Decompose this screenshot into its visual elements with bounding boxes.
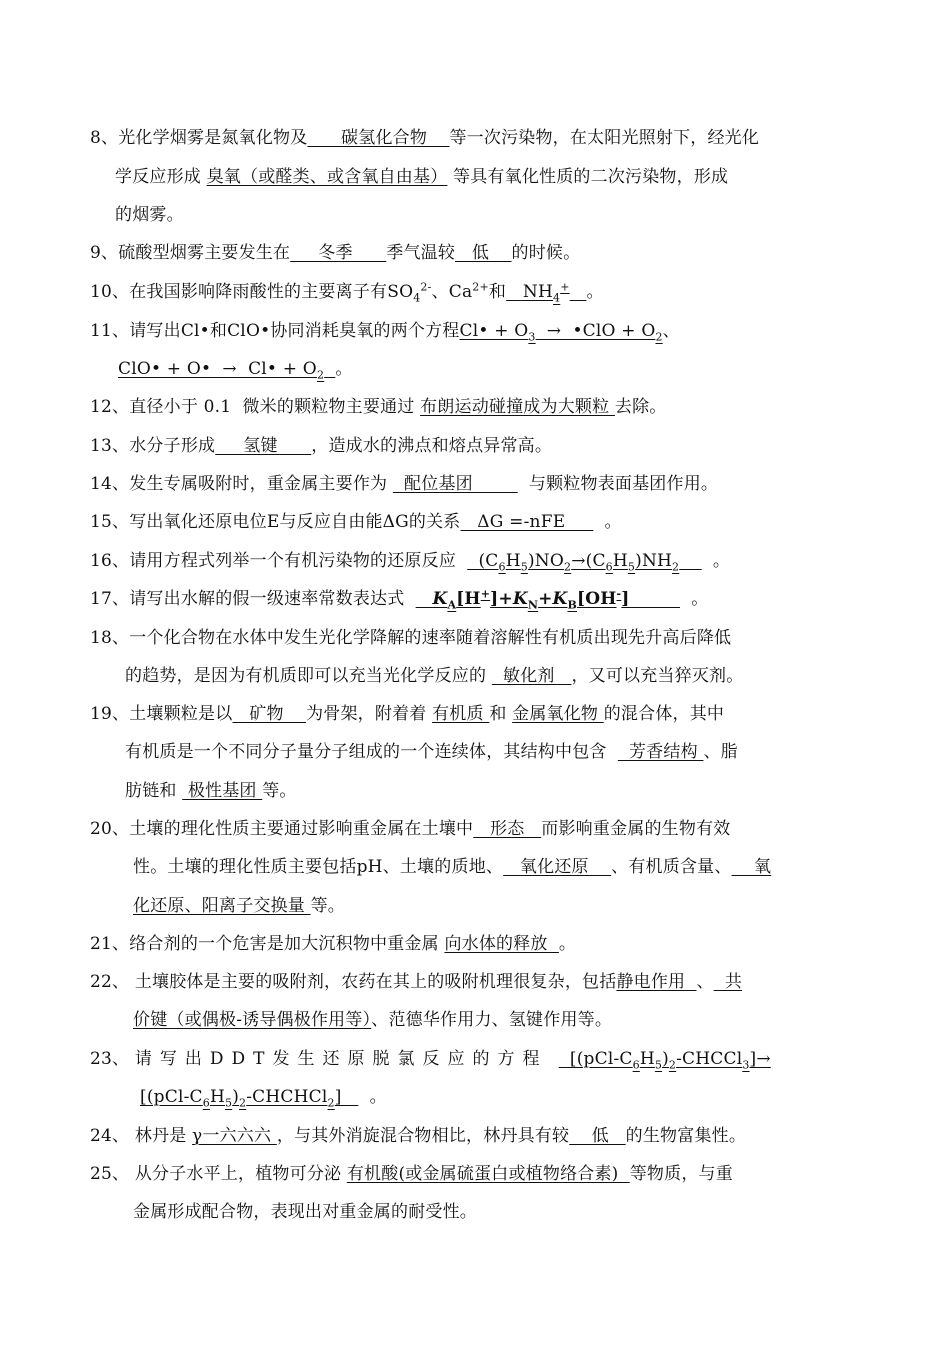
text-line <box>90 587 708 611</box>
answer-text: 金属氧化物 <box>512 704 604 724</box>
text-line <box>90 395 667 419</box>
question-text: 等。 <box>262 781 297 801</box>
answer-text: 2 <box>327 1096 335 1110</box>
answer-text: 冬季 <box>290 243 387 263</box>
question-text: 的趋势，是因为有机质即可以充当光化学反应的 <box>125 666 492 686</box>
question-text: 的混合体，其中 <box>603 704 725 724</box>
question-text: 等一次污染物，在太阳光照射下，经光化 <box>449 128 760 148</box>
answer-text: 配位基团 <box>392 474 518 494</box>
question-text: 4 <box>413 291 421 305</box>
question-text: 与颗粒物表面基团作用。 <box>517 474 719 494</box>
text-line <box>90 970 742 994</box>
answer-text <box>416 589 433 609</box>
question-text: 12、直径小于 0.1 微米的颗粒物主要通过 <box>90 397 421 417</box>
answer-text: 2 <box>668 1058 677 1072</box>
question-text: 。 <box>358 1087 387 1107</box>
answer-text: H <box>639 1049 655 1069</box>
question-text: 等。 <box>310 896 346 916</box>
answer-text: -CHCHCl <box>246 1087 328 1107</box>
question-text: 的烟雾。 <box>115 205 184 225</box>
answer-text: 敏化剂 <box>491 666 572 686</box>
text-line <box>125 740 738 764</box>
question-text: 等具有氧化性质的二次污染物，形成 <box>447 167 729 187</box>
answer-text: 2 <box>655 330 663 344</box>
question-text: 、脂 <box>703 742 738 762</box>
question-text: 季气温较 <box>386 243 456 263</box>
answer-text: → •ClO + O <box>535 321 656 341</box>
question-text: 10、在我国影响降雨酸性的主要离子有SO <box>90 282 414 302</box>
answer-text: K <box>512 589 528 609</box>
answer-text: 2 <box>239 1096 247 1110</box>
question-text: 和 <box>488 282 507 302</box>
answer-text: 5 <box>520 560 528 574</box>
question-text: 学反应形成 <box>115 167 207 187</box>
text-line <box>90 510 622 534</box>
text-line <box>90 549 730 573</box>
answer-text: 形态 <box>473 819 542 839</box>
question-text: 9、硫酸型烟雾主要发生在 <box>90 243 291 263</box>
answer-text: Cl• + O <box>459 321 529 341</box>
question-text: 。 <box>558 934 577 954</box>
answer-text: 3 <box>528 330 536 344</box>
question-text: 25、 从分子水平上，植物可分泌 <box>90 1164 347 1184</box>
answer-text: 低 <box>569 1126 626 1146</box>
question-text: 。 <box>593 512 622 532</box>
answer-text: ) <box>662 1049 669 1069</box>
answer-text: 静电作用 <box>616 972 697 992</box>
question-text: 而影响重金属的生物有效 <box>541 819 731 839</box>
question-text: 14、发生专属吸附时，重金属主要作为 <box>90 474 393 494</box>
answer-text: K <box>552 589 568 609</box>
answer-text: 氧化还原 <box>503 857 612 877</box>
answer-text: )NO <box>527 551 564 571</box>
answer-text: NH <box>506 282 554 302</box>
answer-text: [H <box>456 589 481 609</box>
answer-text: [OH <box>577 589 617 609</box>
question-text: ，造成水的沸点和熔点异常高。 <box>311 436 553 456</box>
text-line <box>115 165 728 189</box>
text-line <box>125 779 297 803</box>
answer-text: ]+ <box>490 589 513 609</box>
answer-text: 价键（或偶极-诱导偶极作用等） <box>133 1010 372 1030</box>
answer-text: 6 <box>632 1058 640 1072</box>
answer-text: 矿物 <box>232 704 307 724</box>
question-text: 21、络合剂的一个危害是加大沉积物中重金属 <box>90 934 445 954</box>
text-line <box>90 1124 746 1148</box>
answer-text: )NH <box>635 551 673 571</box>
question-text: 16、请用方程式列举一个有机污染物的还原反应 <box>90 551 468 571</box>
answer-text: 有机酸(或金属硫蛋白或植物络合素) <box>346 1164 630 1184</box>
answer-text: K <box>432 589 448 609</box>
answer-text: 芳香结构 <box>617 742 704 762</box>
question-text: 、 <box>696 972 714 992</box>
question-text: 8、光化学烟雾是氮氧化物及 <box>90 128 308 148</box>
answer-text <box>570 282 587 302</box>
question-text: 有机质是一个不同分子量分子组成的一个连续体，其结构中包含 <box>125 742 618 762</box>
text-line <box>90 126 759 150</box>
text-line <box>125 664 743 688</box>
answer-text: 有机质 <box>432 704 490 724</box>
answer-text: 5 <box>654 1058 663 1072</box>
answer-text: 共 <box>713 972 743 992</box>
answer-text: H <box>209 1087 225 1107</box>
answer-text <box>679 551 701 571</box>
question-text: 23、 <box>90 1049 135 1069</box>
answer-text: 2 <box>672 560 680 574</box>
answer-text: A <box>447 598 457 612</box>
question-text <box>547 1049 558 1069</box>
question-text: 性。土壤的理化性质主要包括pH、土壤的质地、 <box>133 857 504 877</box>
answer-text: 布朗运动碰撞成为大颗粒 <box>420 397 615 417</box>
answer-text <box>630 589 680 609</box>
question-text: 2+ <box>472 280 489 294</box>
question-text: 2- <box>420 280 432 294</box>
question-text: 20、土壤的理化性质主要通过影响重金属在土壤中 <box>90 819 474 839</box>
text-line <box>118 357 353 381</box>
answer-text: 臭氧（或醛类、或含氧自由基） <box>206 167 448 187</box>
text-line <box>115 203 184 227</box>
answer-text: -CHCCl <box>676 1049 743 1069</box>
question-text: 。 <box>586 282 604 302</box>
question-text: 为骨架，附着着 <box>306 704 433 724</box>
question-text: 11、请写出Cl•和ClO•协同消耗臭氧的两个方程 <box>90 321 460 341</box>
question-text: 、 <box>662 321 680 341</box>
answer-text: + <box>560 280 570 294</box>
answer-text: ] <box>334 1087 359 1107</box>
answer-text <box>324 359 335 379</box>
text-line <box>90 472 718 496</box>
answer-text: ] <box>621 589 630 609</box>
answer-text: 5 <box>627 560 636 574</box>
answer-text: 向水体的释放 <box>444 934 559 954</box>
answer-text: [(pCl-C <box>558 1049 633 1069</box>
answer-text: 6 <box>202 1096 210 1110</box>
question-text: 请写出DDT发生还原脱氯反应的方程 <box>134 1049 548 1069</box>
question-text: ，与其外消旋混合物相比，林丹具有较 <box>276 1126 570 1146</box>
question-text: 19、土壤颗粒是以 <box>90 704 233 724</box>
answer-text: 2 <box>316 368 325 382</box>
answer-text: - <box>616 587 622 601</box>
question-text: 24、 林丹是 <box>90 1126 193 1146</box>
text-line <box>140 1085 387 1109</box>
answer-text: 3 <box>742 1058 750 1072</box>
answer-text: + <box>538 589 553 609</box>
question-text: 15、写出氧化还原电位E与反应自由能ΔG的关系 <box>90 512 461 532</box>
question-text: 。 <box>679 589 709 609</box>
text-line <box>90 1162 733 1186</box>
answer-text: 6 <box>498 560 506 574</box>
text-line <box>90 241 580 265</box>
question-text: 的时候。 <box>511 243 581 263</box>
text-line <box>133 1200 477 1224</box>
answer-text: N <box>527 598 539 612</box>
question-text: 13、水分子形成 <box>90 436 216 456</box>
answer-text: H <box>505 551 521 571</box>
answer-text: 低 <box>455 243 512 263</box>
text-line <box>90 932 576 956</box>
answer-text: 化还原、阳离子交换量 <box>133 896 311 916</box>
question-text: 。 <box>335 359 353 379</box>
answer-text: [(pCl-C <box>140 1087 203 1107</box>
answer-text: (C <box>467 551 499 571</box>
question-text: 、有机质含量、 <box>611 857 732 877</box>
answer-text: + <box>480 587 491 601</box>
answer-text: ) <box>232 1087 240 1107</box>
text-line <box>90 1047 771 1071</box>
answer-text: →(C <box>571 551 606 571</box>
question-text: 肪链和 <box>125 781 183 801</box>
answer-text: 氢键 <box>215 436 312 456</box>
answer-text: γ一六六六 <box>192 1126 277 1146</box>
question-text: 22、 土壤胶体是主要的吸附剂，农药在其上的吸附机理很复杂，包括 <box>90 972 617 992</box>
answer-text: H <box>612 551 628 571</box>
text-line <box>133 1008 612 1032</box>
question-text: 18、一个化合物在水体中发生光化学降解的速率随着溶解性有机质出现先升高后降低 <box>90 628 732 648</box>
answer-text: 4 <box>553 291 561 305</box>
text-line <box>90 702 724 726</box>
question-text: 17、请写出水解的假一级速率常数表达式 <box>90 589 416 609</box>
question-text: 。 <box>701 551 731 571</box>
question-text: 、Ca <box>431 282 473 302</box>
text-line <box>90 626 731 650</box>
question-text: 金属形成配合物，表现出对重金属的耐受性。 <box>133 1202 477 1222</box>
answer-text: 5 <box>224 1096 233 1110</box>
question-text: 和 <box>489 704 513 724</box>
text-line <box>90 319 680 343</box>
text-line <box>133 855 771 879</box>
question-text: 的生物富集性。 <box>625 1126 747 1146</box>
answer-text: 2 <box>563 560 572 574</box>
question-text: 、范德华作用力、氢键作用等。 <box>371 1010 613 1030</box>
answer-text: 氧 <box>731 857 772 877</box>
answer-text: B <box>567 598 578 612</box>
answer-text: 碳氢化合物 <box>307 128 450 148</box>
answer-text: ]→ <box>749 1049 771 1069</box>
answer-text: 6 <box>605 560 613 574</box>
text-line <box>133 894 345 918</box>
answer-text: ΔG =-nFE <box>460 512 594 532</box>
question-text: 等物质，与重 <box>629 1164 733 1184</box>
text-line <box>90 280 604 304</box>
answer-text: ClO• + O• → Cl• + O <box>118 359 317 379</box>
answer-text: 极性基团 <box>182 781 263 801</box>
question-text: 去除。 <box>614 397 667 417</box>
text-line <box>90 434 552 458</box>
text-line <box>90 817 730 841</box>
question-text: ，又可以充当猝灭剂。 <box>571 666 744 686</box>
